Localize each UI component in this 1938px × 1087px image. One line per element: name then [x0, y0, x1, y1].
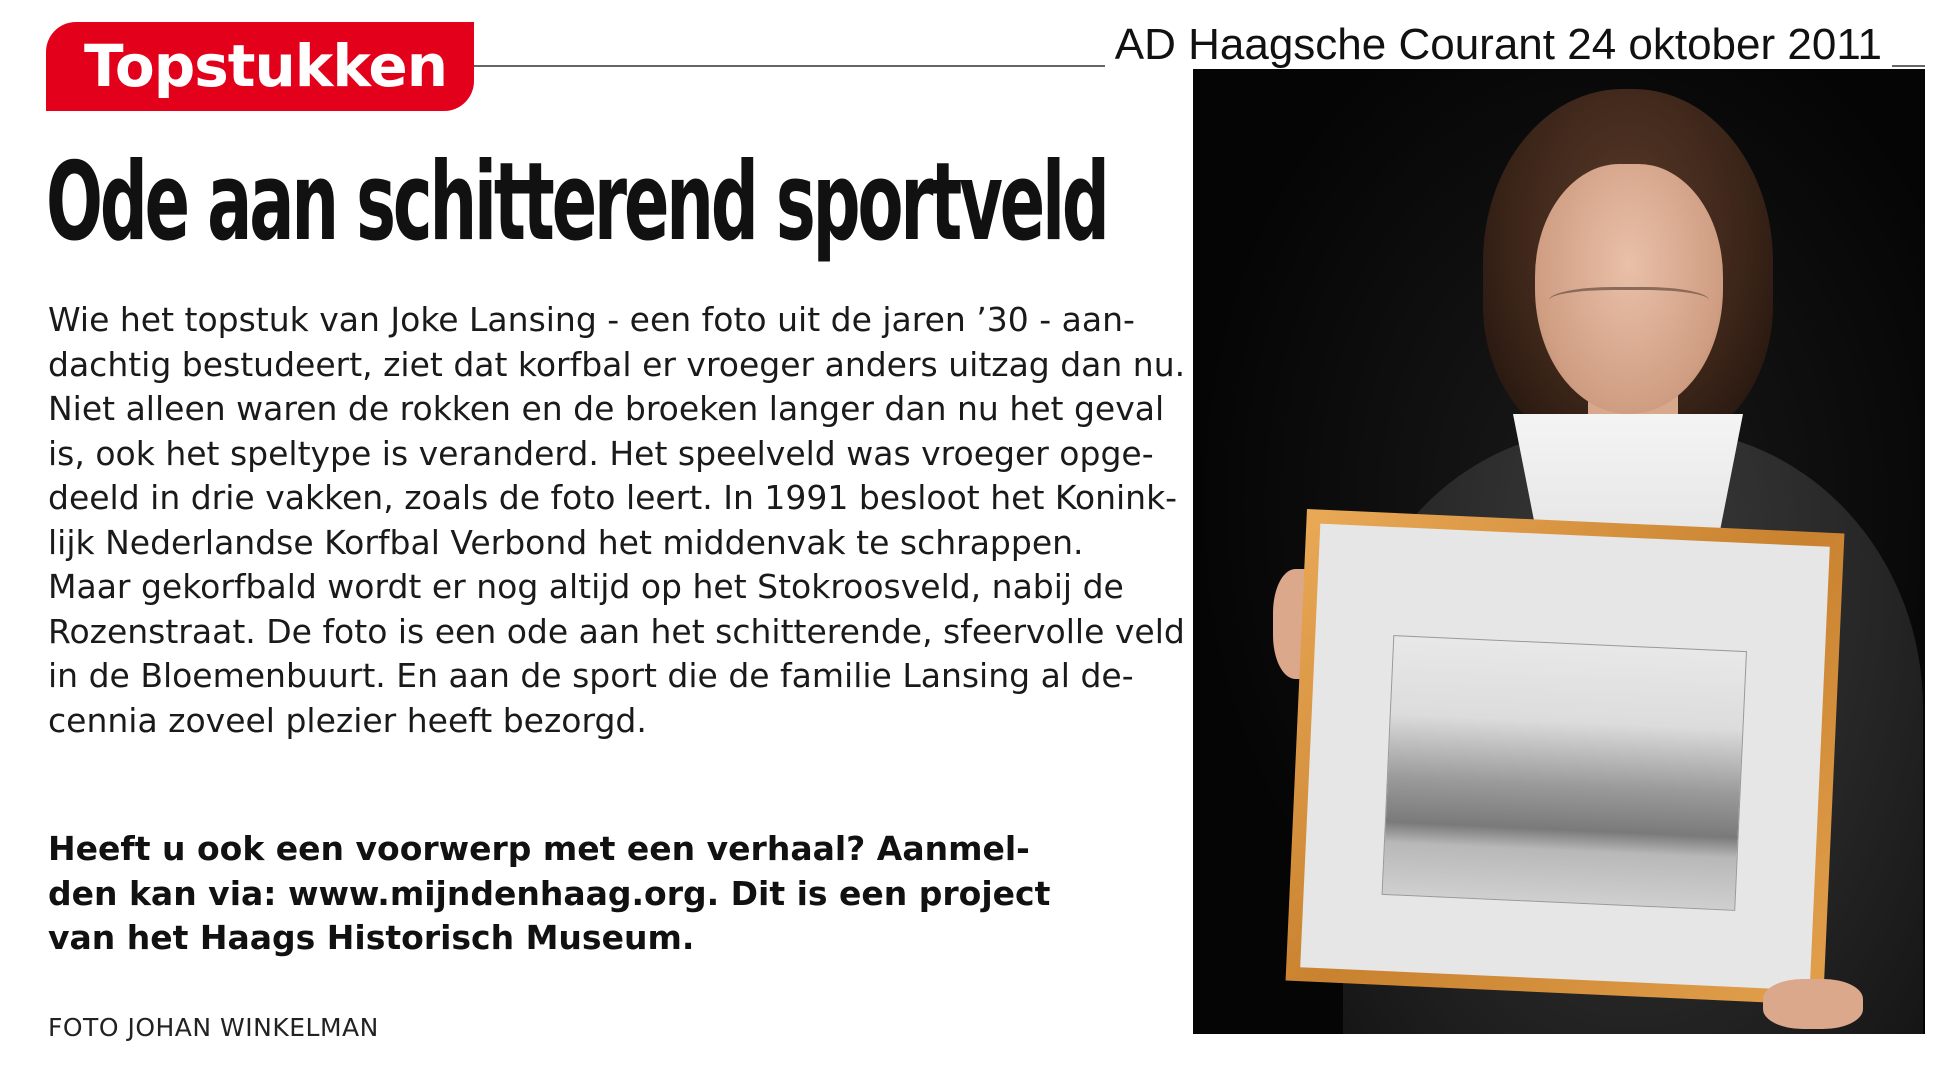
historic-field-photo — [1382, 635, 1747, 911]
callout-line: den kan via: www.mijndenhaag.org. Dit is een project — [48, 873, 1051, 913]
body-line: cennia zoveel plezier heeft bezorgd. — [48, 700, 647, 740]
body-line: Wie het topstuk van Joke Lansing - een foto uit de jaren ’30 - aan- — [48, 300, 1135, 339]
body-line: Rozenstraat. De foto is een ode aan het schitterende, sfeervolle veld — [48, 611, 1185, 651]
publication-source: AD Haagsche Courant 24 oktober 2011 — [1105, 18, 1892, 72]
body-line: Niet alleen waren de rokken en de broeken langer dan nu het geval — [48, 389, 1165, 428]
body-line: in de Bloemenbuurt. En aan de sport die de familie Lansing al de- — [48, 656, 1134, 695]
photo-credit: FOTO JOHAN WINKELMAN — [48, 1013, 379, 1042]
body-line: lijk Nederlandse Korfbal Verbond het middenvak te schrappen. — [48, 522, 1084, 562]
body-line: dachtig bestudeert, ziet dat korfbal er vroeger anders uitzag dan nu. — [48, 344, 1186, 384]
picture-mat — [1300, 524, 1830, 991]
portrait-photo — [1193, 69, 1925, 1034]
body-line: is, ook het speltype is veranderd. Het speelveld was vroeger opge- — [48, 433, 1154, 473]
body-line: deeld in drie vakken, zoals de foto leert. In 1991 besloot het Konink- — [48, 478, 1178, 517]
callout-line: Heeft u ook een voorwerp met een verhaal? Aanmel- — [48, 829, 1030, 868]
section-label: Topstukken — [46, 22, 474, 111]
body-line: Maar gekorfbald wordt er nog altijd op het Stokroosveld, nabij de — [48, 567, 1124, 606]
framed-picture — [1286, 509, 1845, 1005]
article-body — [48, 298, 1186, 743]
article-headline: Ode aan schitterend sportveld — [46, 140, 1107, 265]
callout-line: van het Haags Historisch Museum. — [48, 918, 695, 957]
article-callout — [48, 827, 1148, 961]
photo-right-hand-shape — [1763, 979, 1863, 1029]
photo-glasses-shape — [1549, 287, 1709, 320]
